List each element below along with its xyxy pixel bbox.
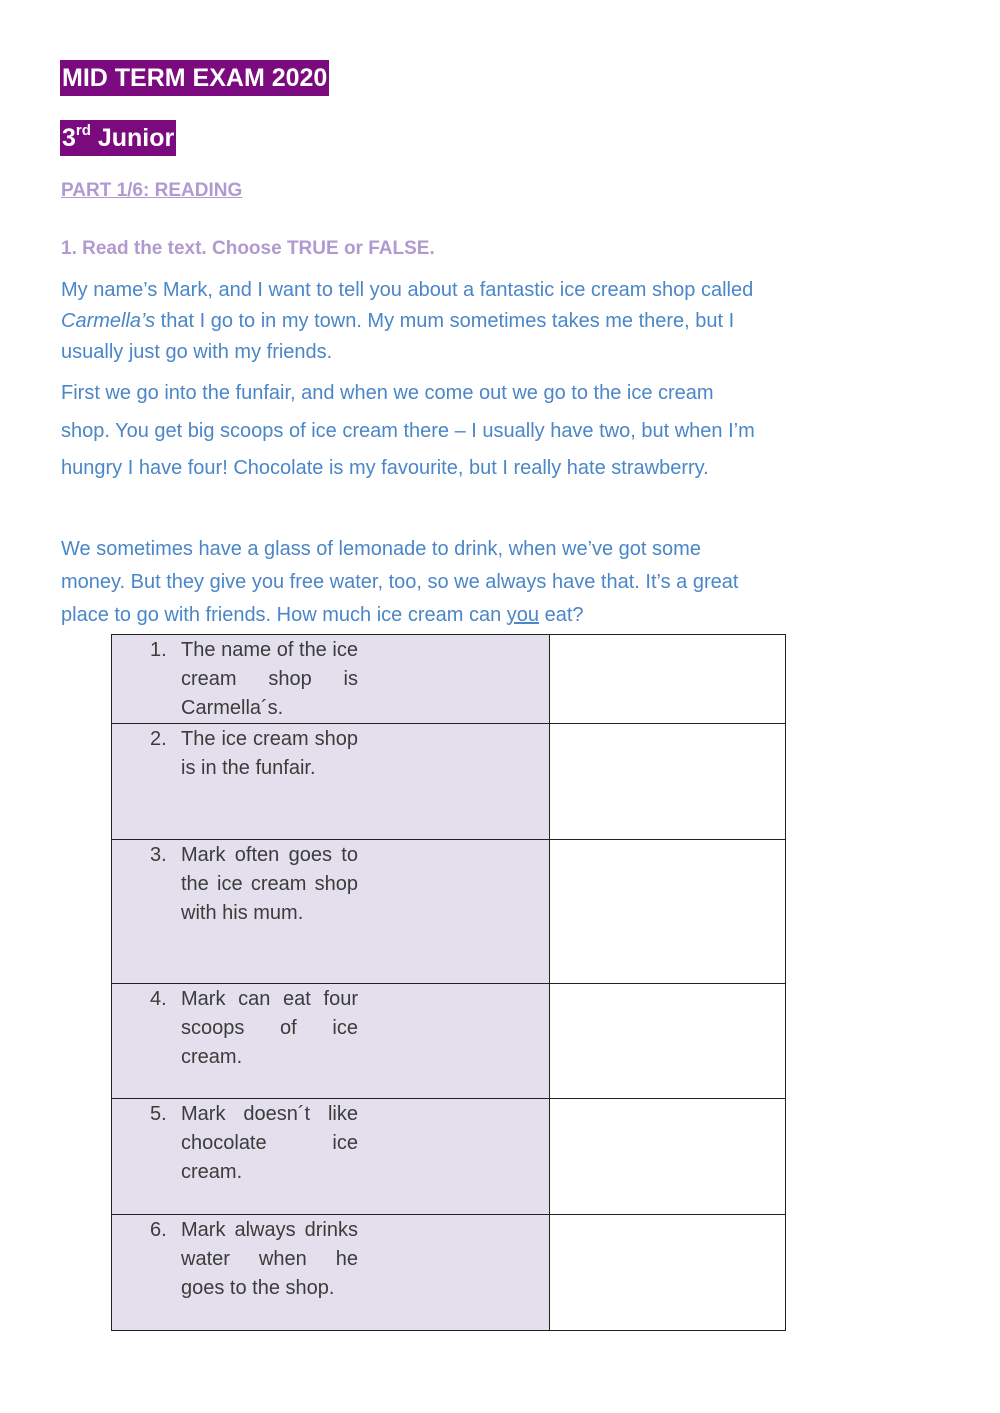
reading-text: My name’s Mark, and I want to tell you about a fantastic ice cream shop called [61, 279, 754, 301]
answer-cell[interactable] [550, 724, 786, 840]
level-number: 3 [62, 124, 76, 152]
statement-number: 5. [150, 1103, 167, 1125]
underlined-word: you [506, 604, 540, 626]
exam-title: MID TERM EXAM 2020 [60, 60, 329, 96]
statement-number: 3. [150, 844, 167, 866]
statement-cell [112, 1099, 550, 1215]
shop-name: Carmella’s [61, 310, 156, 332]
instruction: 1. Read the text. Choose TRUE or FALSE. [61, 238, 435, 259]
answer-cell[interactable] [550, 840, 786, 984]
reading-text: eat? [539, 604, 584, 626]
statement-text: Mark often goes to the ice cream shop with his mum. [181, 844, 358, 924]
statement-cell [112, 635, 550, 724]
table-row [112, 1215, 786, 1331]
statement-text: The ice cream shop is in the funfair. [181, 728, 358, 779]
statement-text: Mark always drinks water when he goes to the shop. [181, 1219, 358, 1299]
statement-cell [112, 840, 550, 984]
reading-paragraph-3 [61, 533, 761, 632]
table-row [112, 635, 786, 724]
table-row [112, 1099, 786, 1215]
statement-text: Mark can eat four scoops of ice cream. [181, 988, 358, 1068]
statement-number: 1. [150, 639, 167, 661]
statement-text: Mark doesn´t like chocolate ice cream. [181, 1103, 358, 1183]
statement-number: 2. [150, 728, 167, 750]
true-false-table [111, 634, 786, 1331]
statement-number: 6. [150, 1219, 167, 1241]
reading-paragraph-1 [61, 275, 761, 368]
answer-cell[interactable] [550, 984, 786, 1099]
table-row [112, 724, 786, 840]
reading-text: that I go to in my town. My mum sometimes takes me there, but I usually just go with my friends. [61, 310, 735, 363]
answer-cell[interactable] [550, 635, 786, 724]
part-heading: PART 1/6: READING [61, 180, 243, 201]
level-title [60, 120, 176, 156]
level-suffix: rd [75, 121, 91, 139]
reading-text: We sometimes have a glass of lemonade to drink, when we’ve got some money. But they give you free water, too, so we always have that. It’s a great place to go with friends. How much ice cream can [61, 538, 739, 626]
statement-cell [112, 984, 550, 1099]
statement-cell [112, 724, 550, 840]
statement-cell [112, 1215, 550, 1331]
answer-cell[interactable] [550, 1215, 786, 1331]
statement-number: 4. [150, 988, 167, 1010]
statement-text: The name of the ice cream shop is Carmella´s. [181, 639, 358, 719]
level-label: Junior [90, 124, 175, 152]
table-row [112, 984, 786, 1099]
reading-paragraph-2: First we go into the funfair, and when we come out we go to the ice cream shop. You get big scoops of ice cream there – I usually have two, but when I’m hungry I have four! Chocolate is my favourite, but I really hate strawberry. [61, 382, 755, 479]
table-row [112, 840, 786, 984]
answer-cell[interactable] [550, 1099, 786, 1215]
